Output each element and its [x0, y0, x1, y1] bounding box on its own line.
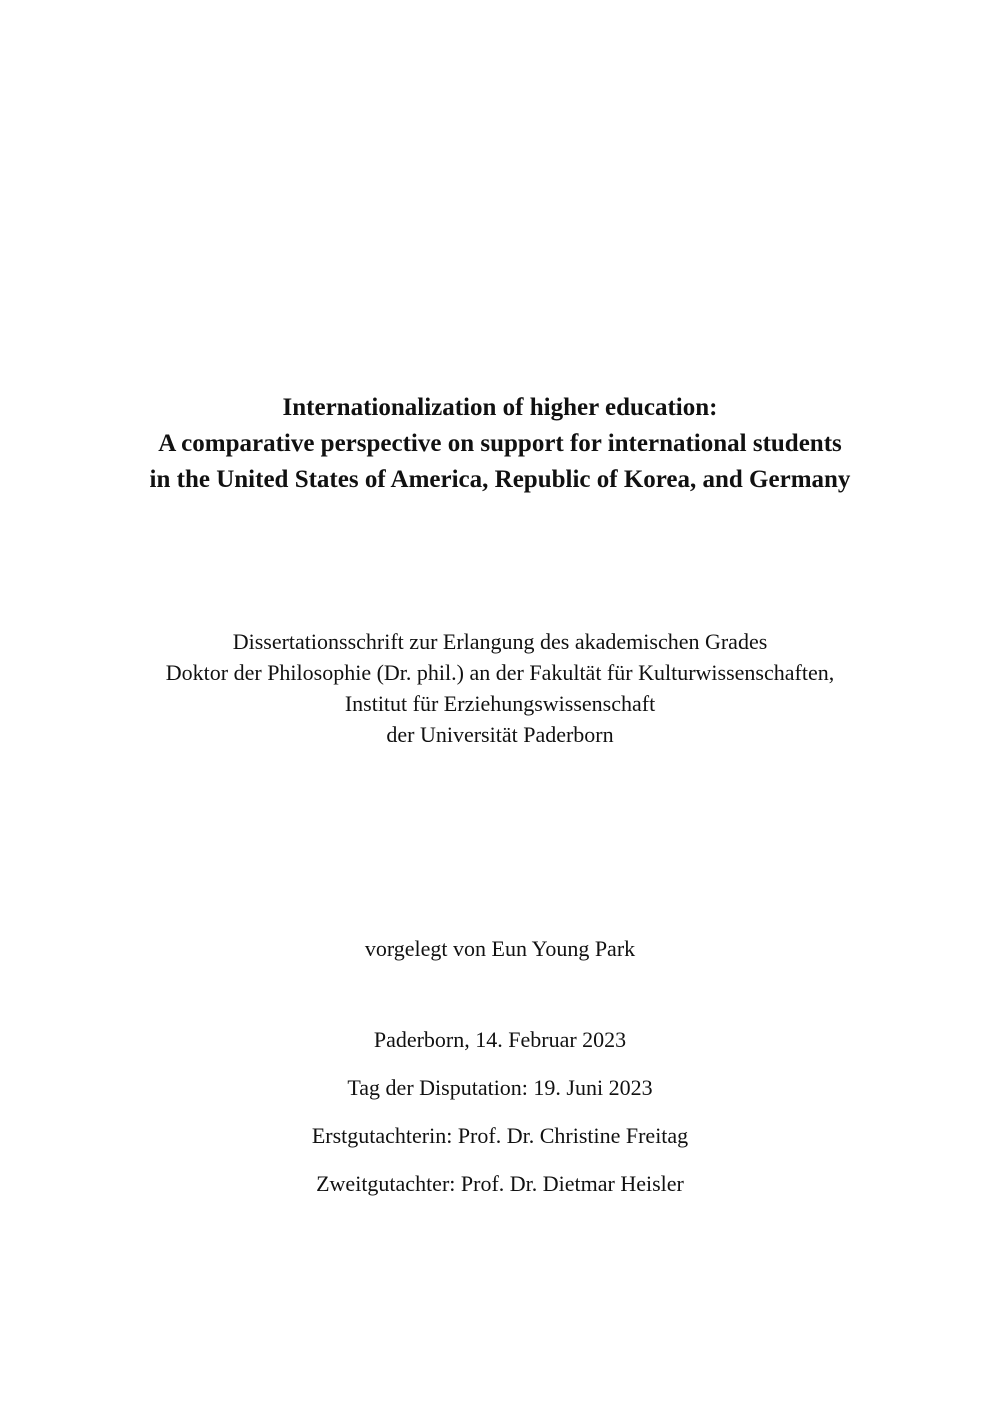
- title-line-2: A comparative perspective on support for international students: [158, 430, 842, 457]
- dissertation-line-3: Institut für Erziehungswissenschaft: [344, 691, 656, 716]
- title-line-3: in the United States of America, Republic of Korea, and Germany: [149, 466, 851, 493]
- dissertation-line-2: Doktor der Philosophie (Dr. phil.) an der Fakultät für Kulturwissenschaften,: [165, 660, 835, 685]
- dissertation-line-4: der Universität Paderborn: [386, 722, 614, 747]
- first-reviewer: Erstgutachterin: Prof. Dr. Christine Freitag: [311, 1123, 689, 1148]
- title-line-1: Internationalization of higher education:: [282, 394, 718, 421]
- second-reviewer: Zweitgutachter: Prof. Dr. Dietmar Heisler: [316, 1171, 684, 1196]
- dissertation-line-1: Dissertationsschrift zur Erlangung des akademischen Grades: [232, 629, 768, 654]
- author-line: vorgelegt von Eun Young Park: [364, 936, 636, 961]
- place-date: Paderborn, 14. Februar 2023: [373, 1027, 627, 1052]
- disputation-date: Tag der Disputation: 19. Juni 2023: [347, 1075, 653, 1100]
